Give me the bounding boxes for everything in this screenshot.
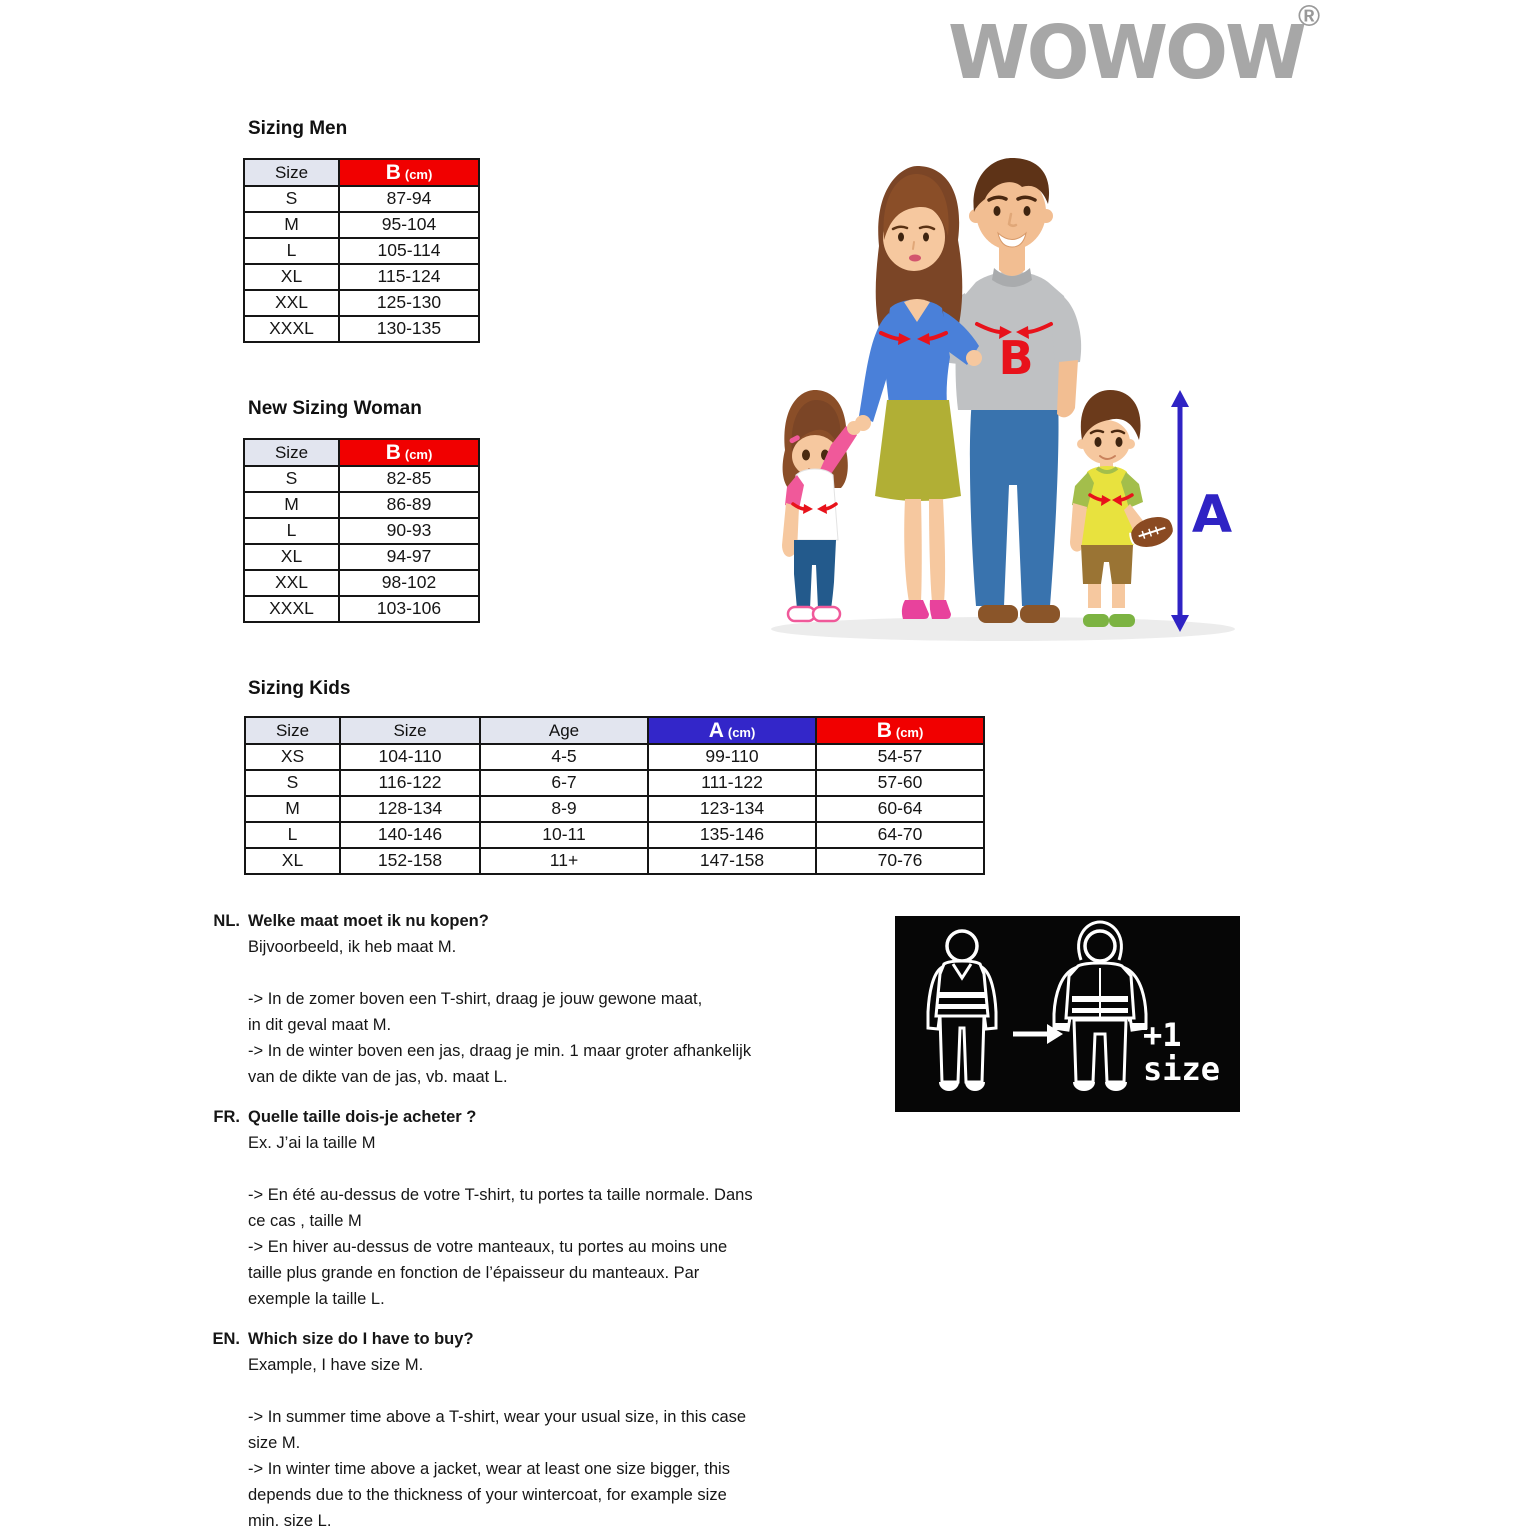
brand-logo: WOWOW: [948, 10, 1304, 96]
table-cell: 104-110: [340, 744, 480, 770]
table-cell: L: [245, 822, 340, 848]
table-cell: 60-64: [816, 796, 984, 822]
faq-line: -> En hiver au-dessus de votre manteaux, tu portes au moins une: [248, 1238, 728, 1256]
table-cell: 11+: [480, 848, 648, 874]
family-measurement-illustration: [760, 150, 1260, 650]
table-row: [245, 848, 984, 874]
header-a-unit: (cm): [727, 725, 756, 740]
header-b-letter: B: [876, 719, 892, 742]
table-cell: 99-110: [648, 744, 816, 770]
faq-line: -> In summer time above a T-shirt, wear your usual size, in this case: [248, 1408, 747, 1426]
table-cell: XL: [244, 544, 339, 570]
kids-header-size: Size: [245, 717, 340, 744]
table-row: [244, 212, 479, 238]
table-cell: 115-124: [339, 264, 479, 290]
table-row: [244, 596, 479, 622]
table-cell: 64-70: [816, 822, 984, 848]
table-cell: 135-146: [648, 822, 816, 848]
kids-header-a: [648, 717, 816, 744]
faq-line: Bijvoorbeeld, ik heb maat M.: [248, 938, 457, 956]
faq-question: Welke maat moet ik nu kopen?: [248, 912, 489, 930]
table-cell: S: [245, 770, 340, 796]
sizing-kids-title: Sizing Kids: [248, 678, 351, 699]
faq-line: taille plus grande en fonction de l’épaisseur du manteaux. Par: [248, 1264, 700, 1282]
faq-line: min. size L.: [248, 1512, 332, 1530]
faq-line: ce cas , taille M: [248, 1212, 362, 1230]
faq-fr: [202, 1104, 850, 1312]
table-cell: 152-158: [340, 848, 480, 874]
table-cell: XXL: [244, 570, 339, 596]
table-cell: 86-89: [339, 492, 479, 518]
size-advice-text: [202, 908, 850, 1534]
sizing-men-table: [243, 158, 480, 343]
table-row: [244, 492, 479, 518]
plus-one-label: +1: [1143, 1016, 1182, 1054]
table-row: [244, 518, 479, 544]
table-cell: 6-7: [480, 770, 648, 796]
sizing-woman-title: New Sizing Woman: [248, 398, 422, 419]
table-row: [244, 186, 479, 212]
table-cell: 94-97: [339, 544, 479, 570]
height-measure-label: A: [1191, 485, 1233, 545]
table-cell: 111-122: [648, 770, 816, 796]
table-row: [244, 264, 479, 290]
kids-header-size-range: Size: [340, 717, 480, 744]
table-row: [244, 290, 479, 316]
table-cell: 147-158: [648, 848, 816, 874]
table-cell: 70-76: [816, 848, 984, 874]
header-b-letter: B: [385, 161, 401, 184]
table-cell: 4-5: [480, 744, 648, 770]
header-a-letter: A: [708, 719, 724, 742]
spacer: [248, 1378, 850, 1404]
table-cell: 125-130: [339, 290, 479, 316]
faq-question: Which size do I have to buy?: [248, 1330, 474, 1348]
table-cell: 82-85: [339, 466, 479, 492]
table-cell: 105-114: [339, 238, 479, 264]
kids-header-b: [816, 717, 984, 744]
spacer: [248, 960, 850, 986]
sizing-kids-table: [244, 716, 985, 875]
language-label-fr: FR.: [213, 1108, 240, 1126]
faq-line: exemple la taille L.: [248, 1290, 385, 1308]
table-cell: 123-134: [648, 796, 816, 822]
faq-line: -> In winter time above a jacket, wear at least one size bigger, this: [248, 1460, 730, 1478]
table-cell: XL: [244, 264, 339, 290]
faq-line: in dit geval maat M.: [248, 1016, 392, 1034]
table-row: [244, 238, 479, 264]
language-label-en: EN.: [212, 1330, 240, 1348]
table-cell: XXXL: [244, 596, 339, 622]
table-cell: M: [245, 796, 340, 822]
size-label: size: [1143, 1050, 1221, 1088]
faq-line: van de dikte van de jas, vb. maat L.: [248, 1068, 508, 1086]
father-figure: [940, 158, 1082, 623]
jacket-person-icon: [1053, 922, 1147, 1091]
table-row: [245, 822, 984, 848]
table-cell: S: [244, 186, 339, 212]
table-cell: 95-104: [339, 212, 479, 238]
vest-over-jacket-illustration: [895, 916, 1240, 1112]
table-cell: S: [244, 466, 339, 492]
plus-one-size-box: [895, 916, 1240, 1112]
faq-line: size M.: [248, 1434, 301, 1452]
table-row: [244, 544, 479, 570]
table-cell: L: [244, 238, 339, 264]
men-header-size: Size: [244, 159, 339, 186]
faq-question: Quelle taille dois-je acheter ?: [248, 1108, 477, 1126]
language-label-nl: NL.: [213, 912, 240, 930]
table-cell: 116-122: [340, 770, 480, 796]
table-cell: XL: [245, 848, 340, 874]
table-cell: 54-57: [816, 744, 984, 770]
header-b-unit: (cm): [404, 447, 433, 462]
table-row: [245, 770, 984, 796]
table-cell: 128-134: [340, 796, 480, 822]
faq-line: Ex. J’ai la taille M: [248, 1134, 376, 1152]
table-row: [245, 796, 984, 822]
table-cell: 10-11: [480, 822, 648, 848]
table-cell: XXXL: [244, 316, 339, 342]
chest-measure-label: B: [998, 331, 1034, 385]
faq-nl: [202, 908, 850, 1090]
sizing-men-title: Sizing Men: [248, 118, 348, 139]
faq-line: Example, I have size M.: [248, 1356, 424, 1374]
vest-person-icon: [928, 931, 996, 1091]
faq-line: -> In de winter boven een jas, draag je min. 1 maar groter afhankelijk: [248, 1042, 752, 1060]
table-cell: M: [244, 492, 339, 518]
kids-header-age: Age: [480, 717, 648, 744]
table-row: [244, 466, 479, 492]
table-cell: XXL: [244, 290, 339, 316]
table-cell: 130-135: [339, 316, 479, 342]
faq-line: -> En été au-dessus de votre T-shirt, tu portes ta taille normale. Dans: [248, 1186, 753, 1204]
table-cell: 8-9: [480, 796, 648, 822]
table-cell: 140-146: [340, 822, 480, 848]
sizing-woman-table: [243, 438, 480, 623]
table-row: [244, 570, 479, 596]
registered-trademark-icon: ®: [1298, 0, 1321, 33]
header-b-unit: (cm): [404, 167, 433, 182]
woman-header-b: [339, 439, 479, 466]
faq-line: depends due to the thickness of your wintercoat, for example size: [248, 1486, 727, 1504]
men-header-b: [339, 159, 479, 186]
faq-line: -> In de zomer boven een T-shirt, draag je jouw gewone maat,: [248, 990, 703, 1008]
table-cell: 90-93: [339, 518, 479, 544]
table-cell: 57-60: [816, 770, 984, 796]
faq-en: [202, 1326, 850, 1534]
table-cell: M: [244, 212, 339, 238]
table-cell: L: [244, 518, 339, 544]
height-arrow: [1171, 390, 1189, 632]
spacer: [248, 1156, 850, 1182]
table-row: [245, 744, 984, 770]
table-cell: 103-106: [339, 596, 479, 622]
woman-header-size: Size: [244, 439, 339, 466]
header-b-letter: B: [385, 441, 401, 464]
table-cell: 87-94: [339, 186, 479, 212]
boy-figure: [1070, 390, 1177, 627]
table-cell: XS: [245, 744, 340, 770]
table-cell: 98-102: [339, 570, 479, 596]
table-row: [244, 316, 479, 342]
header-b-unit: (cm): [895, 725, 924, 740]
